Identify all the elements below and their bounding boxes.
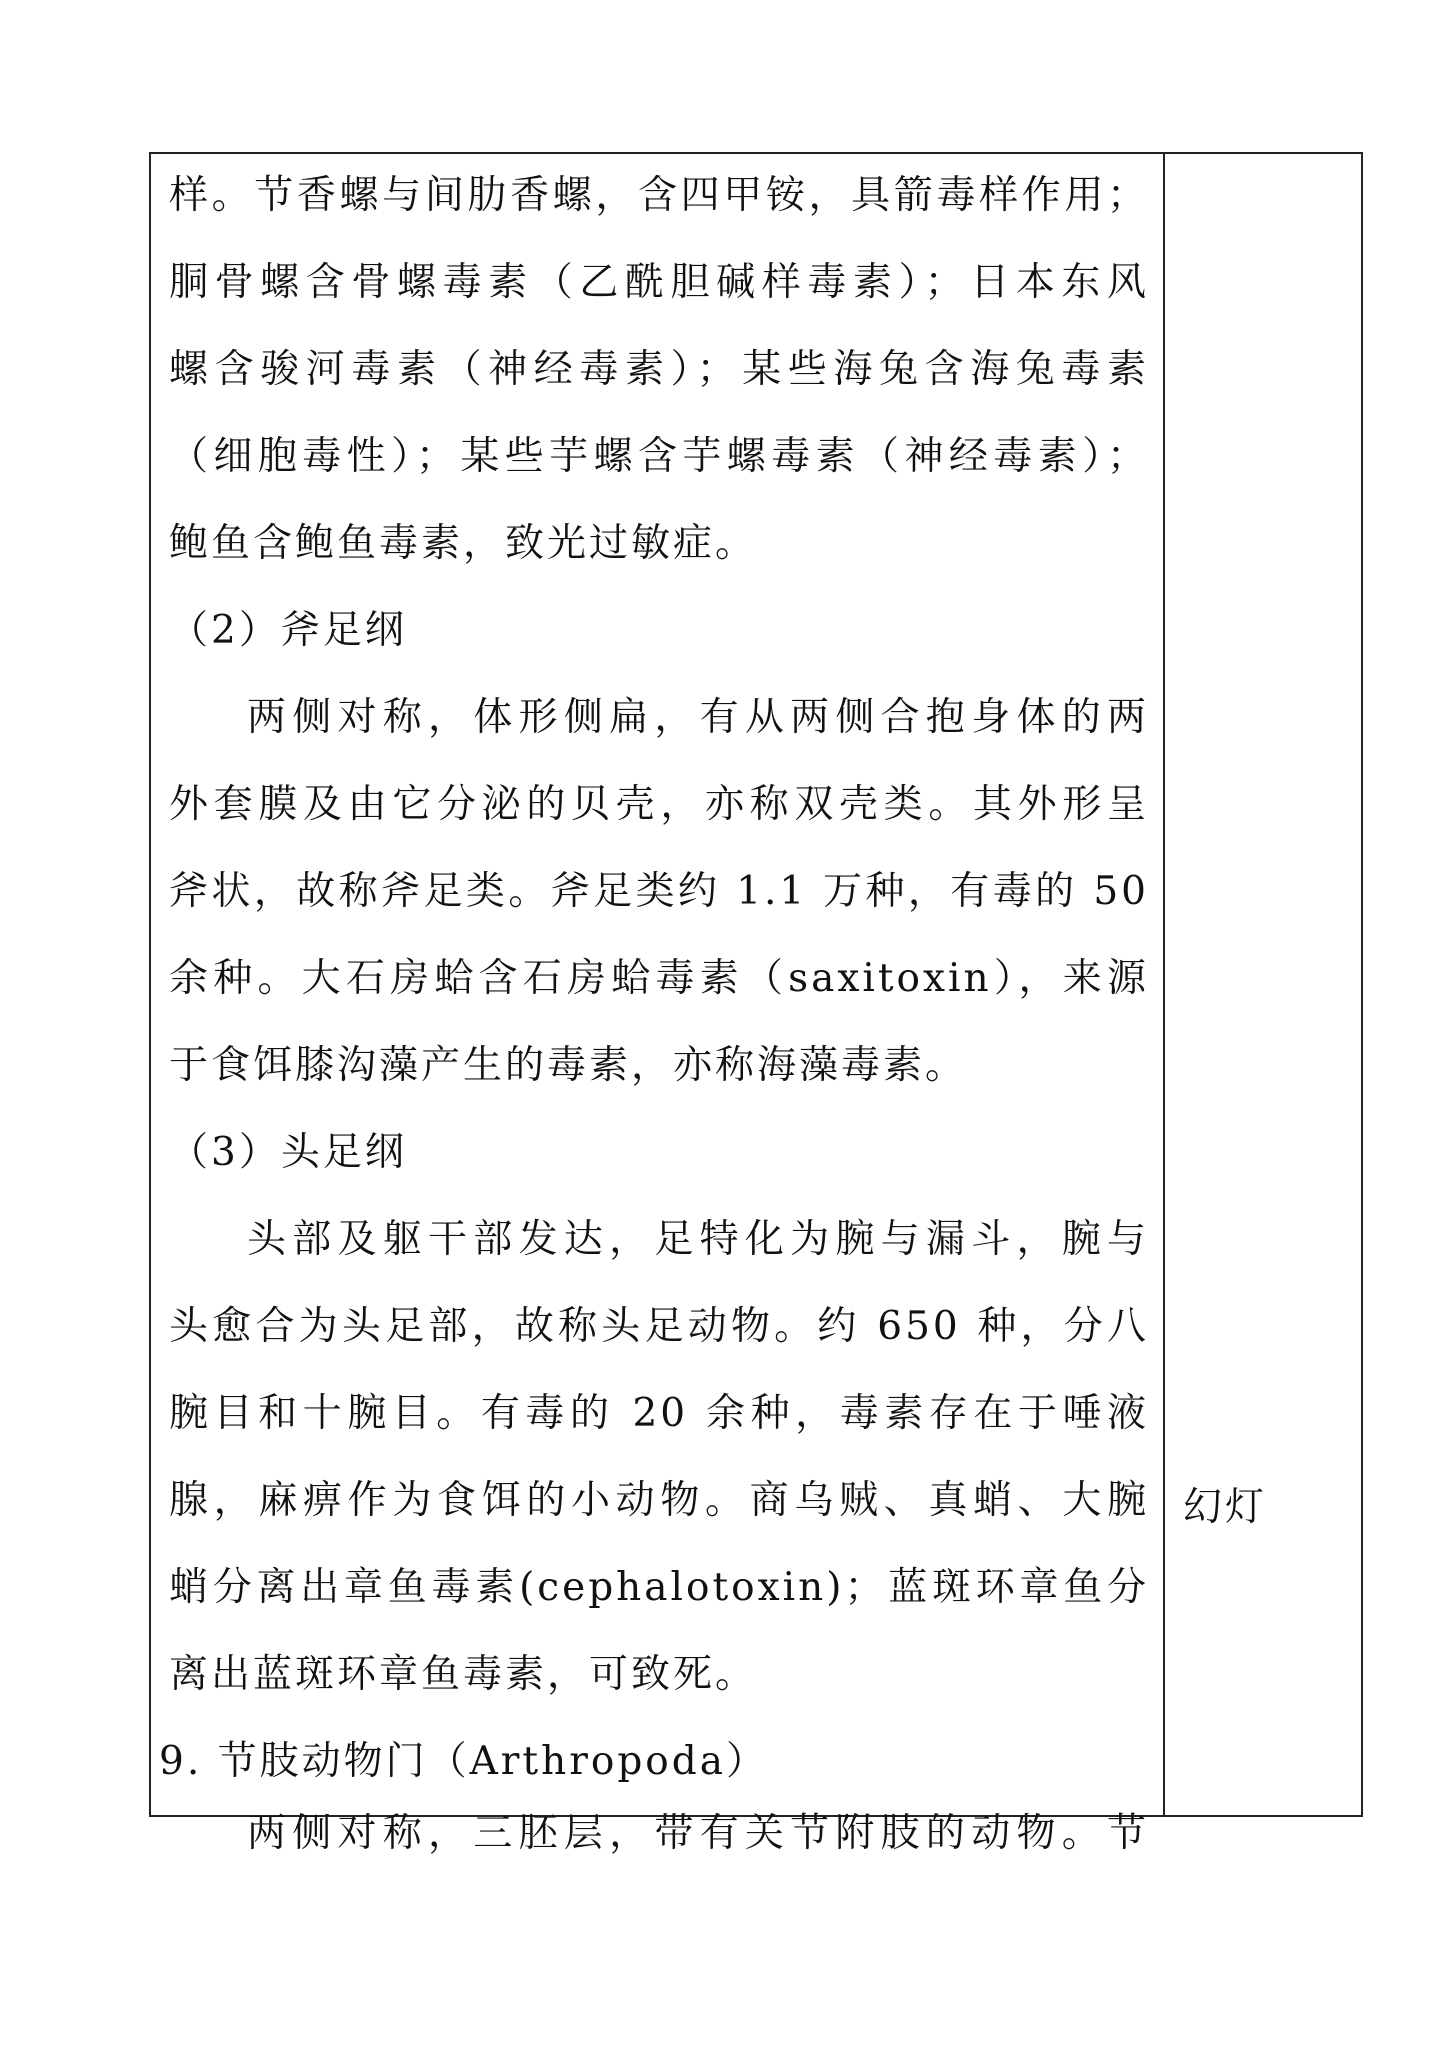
text-line: 余种。大石房蛤含石房蛤毒素（saxitoxin），来源 (169, 956, 1149, 1001)
text-line: 两侧对称，三胚层，带有关节附肢的动物。节 (247, 1811, 1149, 1856)
text-line: 两侧对称，体形侧扁，有从两侧合抱身体的两 (247, 695, 1149, 740)
text-line: 胴骨螺含骨螺毒素（乙酰胆碱样毒素）；日本东风 (169, 260, 1149, 305)
text-line: 于食饵膝沟藻产生的毒素，亦称海藻毒素。 (169, 1043, 968, 1088)
text-line: 腺，麻痹作为食饵的小动物。商乌贼、真蛸、大腕 (169, 1478, 1149, 1523)
text-line: 外套膜及由它分泌的贝壳，亦称双壳类。其外形呈 (169, 782, 1149, 827)
text-line: 样。节香螺与间肋香螺，含四甲铵，具箭毒样作用； (169, 173, 1149, 218)
side-note: 幻灯 (1183, 1485, 1268, 1530)
section-heading: （2）斧足纲 (169, 608, 407, 653)
text-line: 斧状，故称斧足类。斧足类约 1.1 万种，有毒的 50 (169, 869, 1149, 914)
content-table (149, 152, 1363, 1856)
section-heading: （3）头足纲 (169, 1130, 407, 1175)
text-line: （细胞毒性）；某些芋螺含芋螺毒素（神经毒素）； (169, 434, 1149, 479)
text-line: 头愈合为头足部，故称头足动物。约 650 种，分八 (169, 1304, 1149, 1349)
section-heading: 9. 节肢动物门（Arthropoda） (159, 1739, 768, 1784)
text-line: 腕目和十腕目。有毒的 20 余种，毒素存在于唾液 (169, 1391, 1149, 1436)
text-cell (151, 154, 1165, 1856)
text-line: 离出蓝斑环章鱼毒素，可致死。 (169, 1652, 758, 1697)
text-line: 鲍鱼含鲍鱼毒素，致光过敏症。 (169, 521, 758, 566)
text-line: 螺含骏河毒素（神经毒素）；某些海兔含海兔毒素 (169, 347, 1149, 392)
notes-cell (1165, 154, 1361, 1815)
text-line: 头部及躯干部发达，足特化为腕与漏斗，腕与 (247, 1217, 1149, 1262)
text-line: 蛸分离出章鱼毒素(cephalotoxin)；蓝斑环章鱼分 (169, 1565, 1149, 1610)
